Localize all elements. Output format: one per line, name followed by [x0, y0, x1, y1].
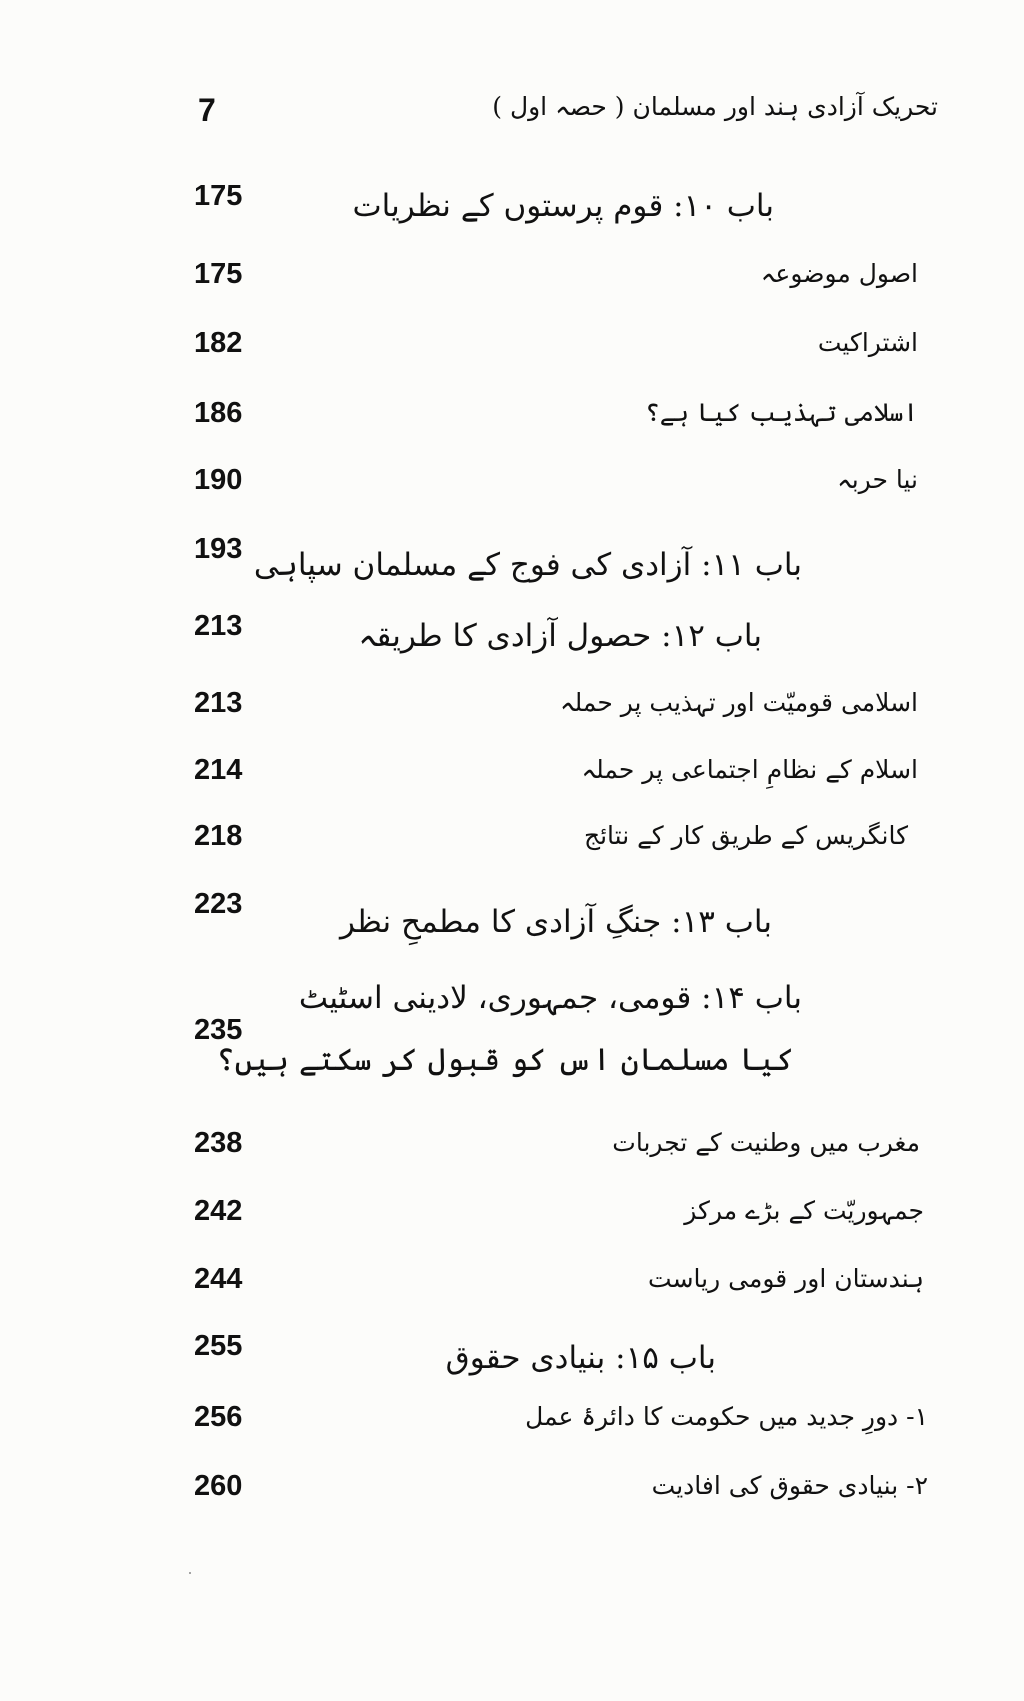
toc-section-title: اسلام کے نظامِ اجتماعی پر حملہ [581, 755, 918, 784]
toc-entry-congress-tareeq [0, 816, 1024, 864]
toc-section-title: اسلامی قومیّت اور تہذیب پر حملہ [559, 688, 918, 717]
toc-page-number: 213 [194, 687, 243, 719]
toc-section-title: اسلامی تہذیب کیا ہے؟ [645, 398, 918, 427]
toc-chapter-title-line-2: کیا مسلمان اس کو قبول کر سکتے ہیں؟ [216, 1042, 794, 1078]
toc-page-number: 260 [194, 1470, 243, 1502]
toc-entry-chapter-15 [0, 1326, 1024, 1374]
speck [189, 1572, 191, 1574]
toc-entry-naya-harba [0, 460, 1024, 508]
toc-section-title: ہندستان اور قومی ریاست [648, 1264, 924, 1293]
toc-entry-ishtirakiyat [0, 323, 1024, 371]
toc-section-title: ۱- دورِ جدید میں حکومت کا دائرۂ عمل [525, 1402, 928, 1431]
toc-chapter-title: باب ۱۰: قوم پرستوں کے نظریات [352, 188, 774, 224]
toc-page-number: 255 [194, 1330, 243, 1362]
toc-chapter-title: باب ۱۱: آزادی کی فوج کے مسلمان سپاہی [253, 547, 802, 583]
page-number: 7 [198, 92, 216, 128]
toc-page-number: 175 [194, 258, 243, 290]
toc-entry-daur-jadeed [0, 1397, 1024, 1445]
toc-section-title: اصول موضوعہ [760, 259, 918, 288]
toc-entry-chapter-14 [0, 970, 1024, 1090]
toc-page-number: 218 [194, 820, 243, 852]
toc-page-number: 186 [194, 397, 243, 429]
toc-entry-usool-mauzua [0, 254, 1024, 302]
toc-entry-hindustan-qaumi-riyasat [0, 1259, 1024, 1307]
toc-chapter-title: باب ۱۳: جنگِ آزادی کا مطمحِ نظر [339, 904, 772, 940]
toc-page-number: 190 [194, 464, 243, 496]
toc-section-title: مغرب میں وطنیت کے تجربات [612, 1128, 920, 1157]
toc-entry-bunyadi-huqooq-ifadiyat [0, 1466, 1024, 1514]
toc-section-title: اشتراکیت [817, 328, 918, 357]
toc-section-title: کانگریس کے طریق کار کے نتائج [583, 821, 908, 850]
toc-entry-chapter-10 [0, 176, 1024, 224]
toc-section-title: جمہوریّت کے بڑے مرکز [684, 1196, 924, 1225]
toc-chapter-title: باب ۱۲: حصول آزادی کا طریقہ [358, 618, 762, 654]
toc-entry-nizam-ijtimai [0, 750, 1024, 798]
toc-entry-chapter-11 [0, 529, 1024, 583]
toc-section-title: ۲- بنیادی حقوق کی افادیت [651, 1471, 928, 1500]
toc-page-number: 256 [194, 1401, 243, 1433]
toc-page-number: 214 [194, 754, 243, 786]
toc-section-title: نیا حربہ [837, 465, 918, 494]
toc-page-number: 213 [194, 610, 243, 642]
toc-page-number: 242 [194, 1195, 243, 1227]
toc-chapter-title: باب ۱۵: بنیادی حقوق [445, 1340, 716, 1376]
toc-page-number: 182 [194, 327, 243, 359]
toc-page-number: 175 [194, 180, 243, 212]
toc-entry-islami-qaumiyat [0, 683, 1024, 731]
toc-entry-chapter-12 [0, 606, 1024, 654]
toc-page-number: 235 [194, 1014, 243, 1046]
toc-chapter-title-line-1: باب ۱۴: قومی، جمہوری، لادینی اسٹیٹ [298, 980, 802, 1016]
running-header-title: تحریک آزادی ہند اور مسلمان ( حصہ اول ) [492, 92, 938, 121]
toc-page-number: 238 [194, 1127, 243, 1159]
toc-entry-jamhooriyat-markaz [0, 1191, 1024, 1239]
toc-entry-chapter-13 [0, 884, 1024, 940]
toc-entry-maghrib-wataniyat [0, 1123, 1024, 1171]
toc-page-number: 223 [194, 888, 243, 920]
toc-page-number: 244 [194, 1263, 243, 1295]
toc-entry-islami-tahzeeb [0, 393, 1024, 441]
toc-page-number: 193 [194, 533, 243, 565]
